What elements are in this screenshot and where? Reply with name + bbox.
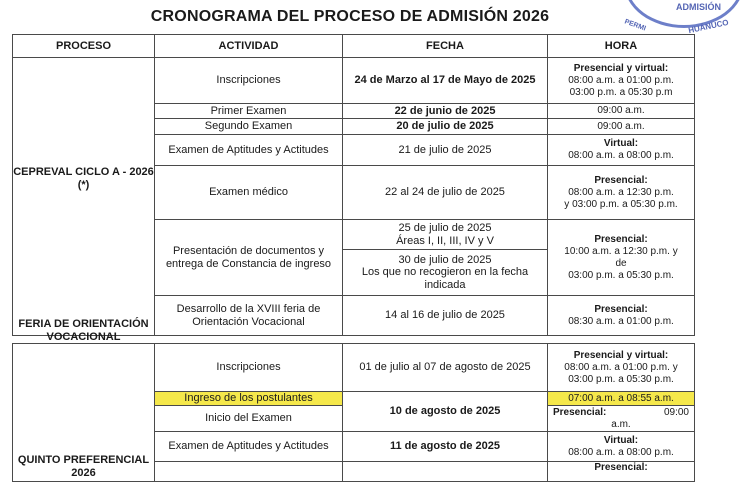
fecha-line: 30 de julio de 2025 <box>398 253 492 266</box>
hora-line: y 03:00 p.m. a 05:30 p.m. <box>564 198 678 210</box>
actividad-cell: Presentación de documentos y entrega de Constancia de ingreso <box>155 220 343 296</box>
actividad-cell: Inscripciones <box>155 58 343 104</box>
hora-line: 03:00 p.m. a 05:30 p.m <box>569 86 673 98</box>
proceso-quinto: QUINTO PREFERENCIAL 2026 <box>13 344 155 482</box>
seal-side-text: PERMI <box>623 18 647 33</box>
hora-label: Presencial y virtual: <box>573 62 669 74</box>
hora-cell <box>548 296 695 336</box>
hora-presencial-line <box>551 407 691 419</box>
hora-cell <box>548 406 695 432</box>
hora-label: Presencial y virtual: <box>573 349 669 361</box>
hora-line: 08:00 a.m. a 01:00 p.m. <box>568 74 674 86</box>
actividad-cell: Inscripciones <box>155 344 343 392</box>
hora-line: de <box>615 257 627 269</box>
hora-label: Presencial: <box>594 303 648 315</box>
hora-line: 08:00 a.m. a 01:00 p.m. y <box>564 361 678 373</box>
proceso-feria: FERIA DE ORIENTACIÓN VOCACIONAL <box>18 318 149 343</box>
hora-label: Presencial: <box>594 233 648 245</box>
actividad-cell: Segundo Examen <box>155 119 343 135</box>
actividad-cell: Examen de Aptitudes y Actitudes <box>155 135 343 166</box>
hora-line: 03:00 p.m. a 05:30 p.m. <box>568 373 674 385</box>
proceso-cepreval: CEPREVAL CICLO A - 2026 (*) <box>13 166 154 191</box>
hora-cell: 09:00 a.m. <box>548 119 695 135</box>
table-row <box>13 344 695 392</box>
fecha-cell: 11 de agosto de 2025 <box>343 432 548 462</box>
header-row <box>13 35 695 58</box>
hora-value: 09:00 <box>663 406 689 418</box>
actividad-cell <box>155 462 343 482</box>
hora-cell <box>548 135 695 166</box>
hora-cell: 09:00 a.m. <box>548 104 695 119</box>
header-proceso: PROCESO <box>13 35 155 58</box>
hora-line: 10:00 a.m. a 12:30 p.m. y <box>564 245 678 257</box>
hora-cell <box>548 462 695 482</box>
fecha-cell: 20 de julio de 2025 <box>343 119 548 135</box>
page-title: CRONOGRAMA DEL PROCESO DE ADMISIÓN 2026 <box>150 8 550 25</box>
hora-cell <box>548 166 695 220</box>
fecha-cell <box>343 462 548 482</box>
hora-line: 03:00 p.m. a 05:30 p.m. <box>568 269 674 281</box>
fecha-cell: 21 de julio de 2025 <box>343 135 548 166</box>
header-actividad: ACTIVIDAD <box>155 35 343 58</box>
fecha-cell: 22 al 24 de julio de 2025 <box>343 166 548 220</box>
fecha-line: 25 de julio de 2025 <box>398 222 492 234</box>
hora-line: a.m. <box>611 418 631 430</box>
fecha-cell: 24 de Marzo al 17 de Mayo de 2025 <box>343 58 548 104</box>
hora-label: Presencial: <box>553 406 607 418</box>
fecha-cell-a <box>343 220 548 250</box>
fecha-line: Los que no recogieron en la fecha indicada <box>361 266 529 291</box>
fecha-cell: 01 de julio al 07 de agosto de 2025 <box>343 344 548 392</box>
proceso-cell-cepreval <box>13 58 155 343</box>
hora-cell <box>548 220 695 296</box>
actividad-cell: Desarrollo de la XVIII feria de Orientación Vocacional <box>155 296 343 336</box>
hora-label: Virtual: <box>603 138 639 149</box>
table-row <box>13 58 695 104</box>
hora-line: 08:00 a.m. a 12:30 p.m. <box>568 186 674 198</box>
fecha-cell-b <box>343 250 548 296</box>
hora-cell <box>548 432 695 462</box>
hora-line: 08:30 a.m. a 01:00 p.m. <box>568 315 674 327</box>
actividad-cell-highlighted: Ingreso de los postulantes <box>155 392 343 406</box>
hora-label: Virtual: <box>603 434 639 446</box>
seal-top-text: ADMISIÓN <box>676 2 721 12</box>
hora-cell <box>548 344 695 392</box>
fecha-cell: 10 de agosto de 2025 <box>343 392 548 432</box>
hora-cell-highlighted: 07:00 a.m. a 08:55 a.m. <box>548 392 695 406</box>
hora-label: Presencial: <box>594 174 648 186</box>
hora-line: 08:00 a.m. a 08:00 p.m. <box>568 446 674 458</box>
actividad-cell: Examen médico <box>155 166 343 220</box>
actividad-cell: Examen de Aptitudes y Actitudes <box>155 432 343 462</box>
actividad-cell: Primer Examen <box>155 104 343 119</box>
header-fecha: FECHA <box>343 35 548 58</box>
actividad-cell: Inicio del Examen <box>155 406 343 432</box>
seal-bottom-text: HUÁNUCO <box>687 17 730 36</box>
fecha-line: Áreas I, II, III, IV y V <box>396 234 494 247</box>
hora-line: 08:00 a.m. a 08:00 p.m. <box>568 150 674 161</box>
fecha-cell: 14 al 16 de julio de 2025 <box>343 296 548 336</box>
schedule-table <box>12 34 695 482</box>
fecha-cell: 22 de junio de 2025 <box>343 104 548 119</box>
header-hora: HORA <box>548 35 695 58</box>
hora-cell <box>548 58 695 104</box>
admission-seal <box>618 0 748 38</box>
hora-label: Presencial: <box>594 462 648 473</box>
